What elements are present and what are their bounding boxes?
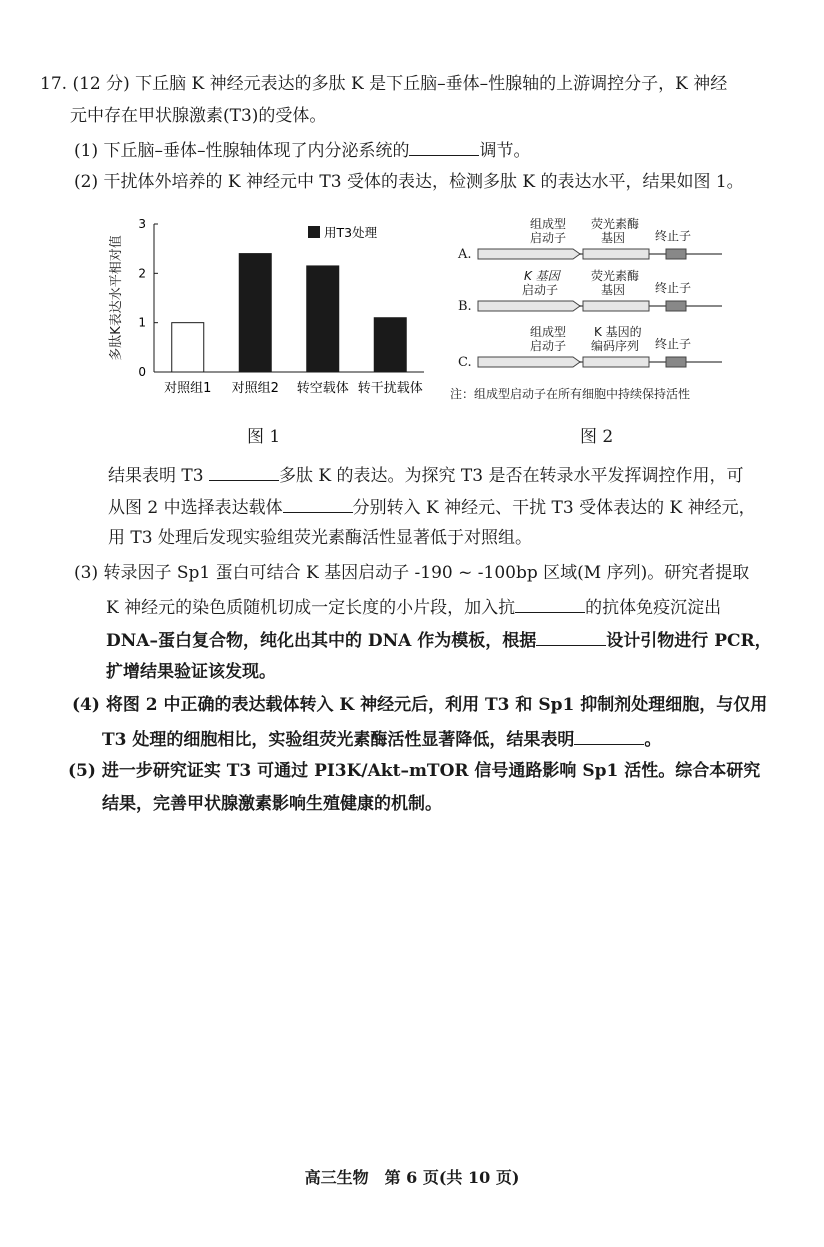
fig1-bars [172,254,407,372]
sub-question-2: (2) 干扰体外培养的 K 神经元中 T3 受体的表达，检测多肽 K 的表达水平，结果如图 1。 [74,172,744,192]
bar [307,266,339,372]
sub-question-3-line1: (3) 转录因子 Sp1 蛋白可结合 K 基因启动子 -190 ~ -100bp 区域(M 序列)。研究者提取 [74,563,750,583]
answer-blank-4[interactable] [515,594,585,613]
vector-a-gene-label-2: 基因 [601,231,626,245]
legend-swatch [308,226,320,238]
y-tick-label: 2 [138,266,146,281]
vector-b-promoter-label-2: 启动子 [522,283,559,297]
vector-b-terminator-label: 终止子 [655,281,692,295]
answer-blank-5[interactable] [536,627,606,646]
gene-box [583,301,649,311]
result-line-3: 用 T3 处理后发现实验组荧光素酶活性显著低于对照组。 [108,528,532,548]
vector-c-gene-label-2: 编码序列 [591,339,640,353]
vector-b-promoter-label-1: K 基因 [524,269,560,283]
vector-a [457,216,722,262]
vector-b-label: B. [458,299,472,314]
result-line-1: 结果表明 T3 多肽 K 的表达。为探究 T3 是否在转录水平发挥调控作用，可 [108,462,743,488]
vector-c-promoter-label-2: 启动子 [530,339,567,353]
terminator-box [666,301,686,311]
sub-question-4-line2: T3 处理的细胞相比，实验组荧光素酶活性显著降低，结果表明 。 [102,726,661,752]
vector-b [458,268,722,314]
terminator-box [666,357,686,367]
legend-label: 用T3处理 [324,225,378,240]
vector-a-label: A. [458,247,472,262]
bar [239,254,271,372]
vector-c [458,324,722,370]
bar [374,318,406,372]
answer-blank-1[interactable] [409,137,479,156]
terminator-box [666,249,686,259]
question-17-line2: 元中存在甲状腺激素(T3)的受体。 [70,106,327,126]
promoter-arrow [478,357,580,367]
promoter-arrow [478,249,580,259]
vector-a-promoter-label-1: 组成型 [530,217,567,231]
vector-b-gene-label-1: 荧光素酶 [591,269,640,283]
question-17-line1: 17. (12 分) 下丘脑 K 神经元表达的多肽 K 是下丘脑–垂体–性腺轴的上游调控分子，K 神经 [40,74,728,94]
y-tick-label: 1 [138,315,146,330]
vector-c-promoter-label-1: 组成型 [530,325,567,339]
vector-a-terminator-label: 终止子 [655,229,692,243]
bar [172,323,204,372]
figure-1-caption: 图 1 [247,427,281,447]
answer-blank-3[interactable] [283,494,353,513]
answer-blank-2[interactable] [209,462,279,481]
sub-question-1: (1) 下丘脑–垂体–性腺轴体现了内分泌系统的 调节。 [74,137,530,163]
sub-question-5-line1: (5) 进一步研究证实 T3 可通过 PI3K/Akt–mTOR 信号通路影响 Sp1 活性。综合本研究 [68,761,761,781]
sub-question-4-line1: (4) 将图 2 中正确的表达载体转入 K 神经元后，利用 T3 和 Sp1 抑制剂处理细胞，与仅用 [72,695,768,715]
figure-1-bar-chart [100,212,430,407]
sub-question-5-line2: 结果，完善甲状腺激素影响生殖健康的机制。 [102,794,442,814]
y-tick-label: 0 [138,365,146,379]
vector-c-terminator-label: 终止子 [655,337,692,351]
vector-a-promoter-label-2: 启动子 [530,231,567,245]
answer-blank-6[interactable] [574,726,644,745]
figure-2-vectors [450,212,750,412]
vector-c-label: C. [458,355,472,370]
promoter-arrow [478,301,580,311]
vector-a-gene-label-1: 荧光素酶 [591,217,640,231]
figure-2-note: 注：组成型启动子在所有细胞中持续保持活性 [450,387,691,401]
figure-2-caption: 图 2 [580,427,614,447]
x-tick-label: 对照组2 [231,381,279,396]
vector-c-gene-label-1: K 基因的 [594,325,642,339]
y-tick-label: 3 [138,217,146,231]
page-footer: 高三生物 第 6 页(共 10 页) [304,1168,520,1187]
gene-box [583,249,649,259]
gene-box [583,357,649,367]
sub-question-3-line3: DNA–蛋白复合物，纯化出其中的 DNA 作为模板，根据 设计引物进行 PCR， [106,627,772,653]
sub-question-3-line4: 扩增结果验证该发现。 [106,662,276,682]
fig1-y-axis-label: 多肽K表达水平相对值 [109,235,124,361]
fig1-legend [308,225,378,240]
vector-b-gene-label-2: 基因 [601,283,626,297]
x-tick-label: 对照组1 [164,381,212,396]
x-tick-label: 转干扰载体 [357,381,423,396]
x-tick-label: 转空载体 [296,381,349,396]
sub-question-3-line2: K 神经元的染色质随机切成一定长度的小片段，加入抗 的抗体免疫沉淀出 [106,594,721,620]
result-line-2: 从图 2 中选择表达载体 分别转入 K 神经元、干扰 T3 受体表达的 K 神经元， [108,494,756,520]
